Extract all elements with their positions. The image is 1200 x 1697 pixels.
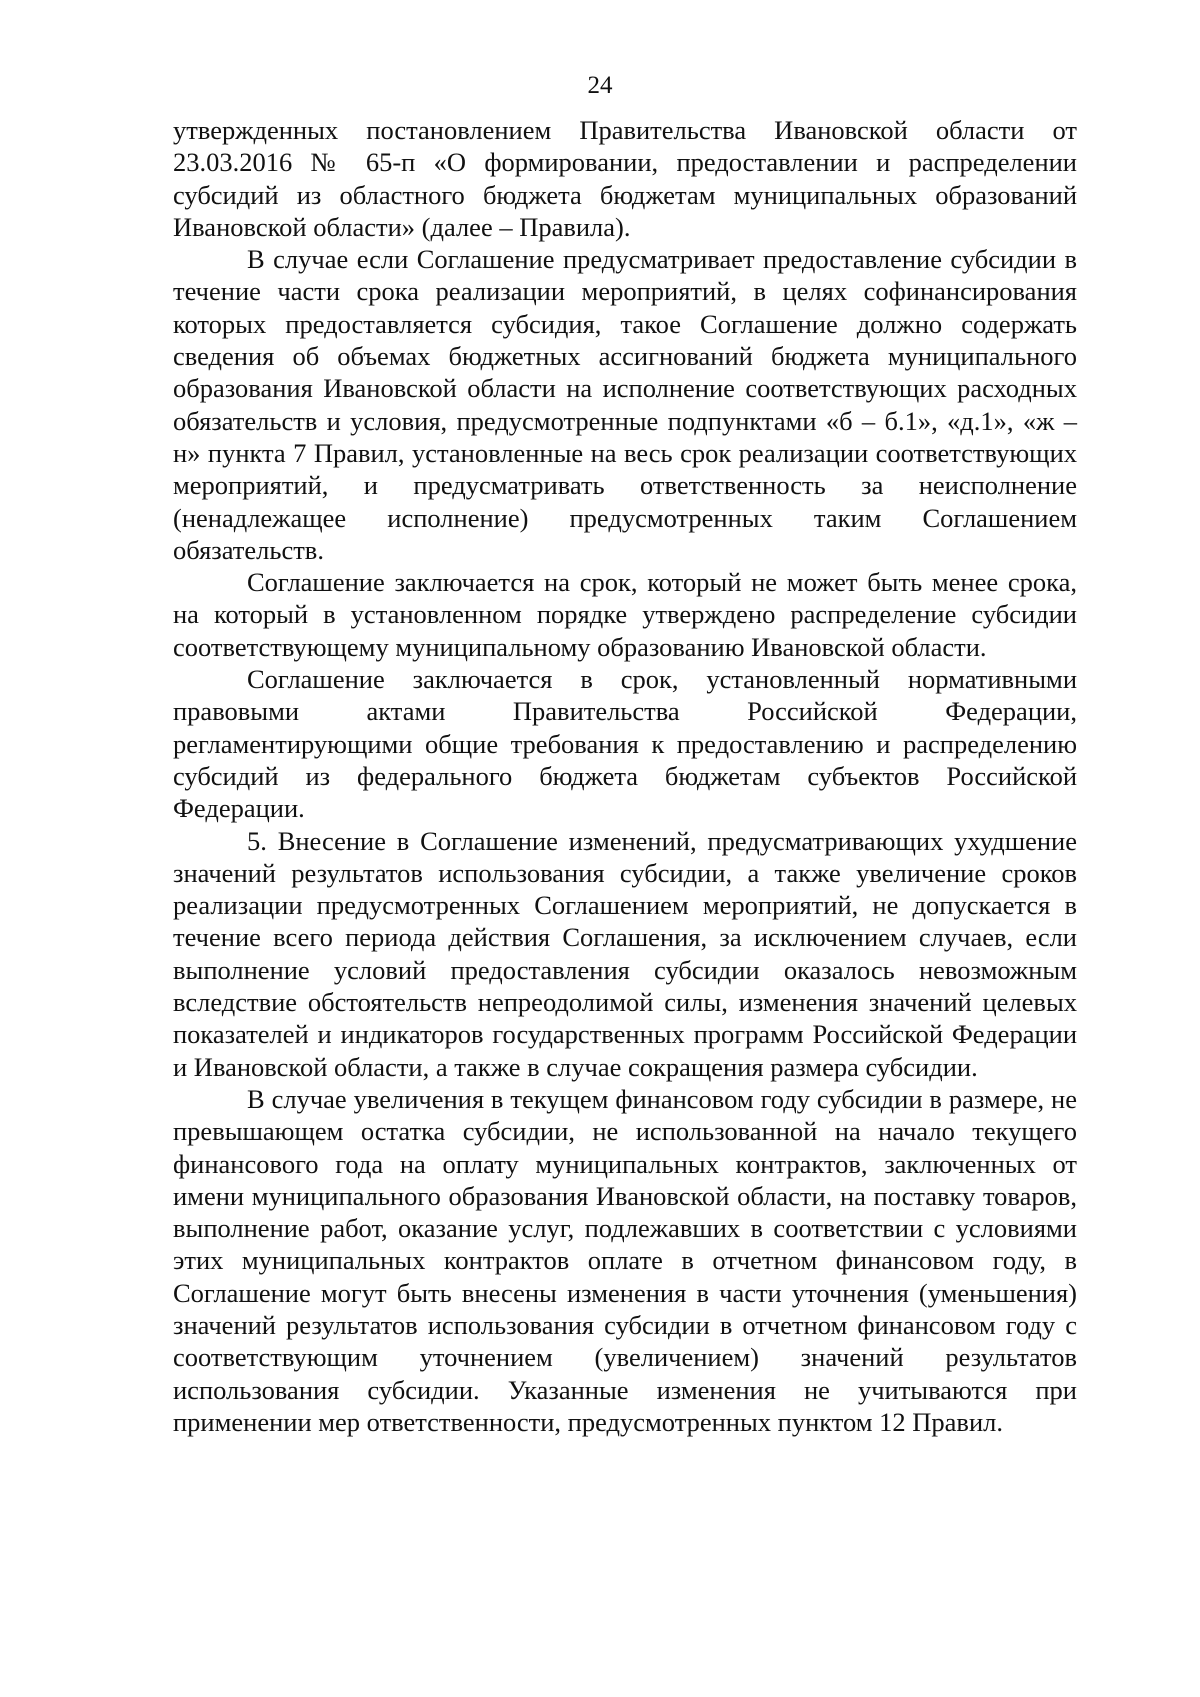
paragraph-section-5-amendments: 5. Внесение в Соглашение изменений, предусматривающих ухудшение значений результатов использования субсидии, а также увеличение сроков реализации предусмотренных Соглашением мероприятий, не допускается в течение всего периода действия Соглашения, за исключением случаев, если выполнение условий предоставления субсидии оказалось невозможным вследствие обстоятельств непреодолимой силы, изменения значений целевых показателей и индикаторов государственных программ Российской Федерации и Ивановской области, а также в случае сокращения размера субсидии. [173, 825, 1077, 1082]
paragraph-agreement-deadline: Соглашение заключается в срок, установленный нормативными правовыми актами Правительства Российской Федерации, регламентирующими общие требования к предоставлению и распределению субсидий из федерального бюджета бюджетам субъектов Российской Федерации. [173, 664, 1077, 824]
paragraph-partial-term-agreement: В случае если Соглашение предусматривает предоставление субсидии в течение части срока реализации мероприятий, в целях софинансирования которых предоставляется субсидия, такое Соглашение должно содержать сведения об объемах бюджетных ассигнований бюджета муниципального образования Ивановской области на исполнение соответствующих расходных обязательств и условия, предусмотренные подпунктами «б – б.1», «д.1», «ж – н» пункта 7 Правил, установленные на весь срок реализации соответствующих мероприятий, и предусматривать ответственность за неисполнение (ненадлежащее исполнение) предусмотренных таким Соглашением обязательств. [173, 244, 1077, 565]
document-body [173, 114, 1077, 1438]
paragraph-agreement-term: Соглашение заключается на срок, который не может быть менее срока, на который в установленном порядке утверждено распределение субсидии соответствующему муниципальному образованию Ивановской области. [173, 567, 1077, 662]
paragraph-rules-reference: утвержденных постановлением Правительства Ивановской области от 23.03.2016 № 65-п «О формировании, предоставлении и распределении субсидий из областного бюджета бюджетам муниципальных образований Ивановской области» (далее – Правила). [173, 115, 1077, 242]
paragraph-subsidy-increase: В случае увеличения в текущем финансовом году субсидии в размере, не превышающем остатка субсидии, не использованной на начало текущего финансового года на оплату муниципальных контрактов, заключенных от имени муниципального образования Ивановской области, на поставку товаров, выполнение работ, оказание услуг, подлежавших в соответствии с условиями этих муниципальных контрактов оплате в отчетном финансовом году, в Соглашение могут быть внесены изменения в части уточнения (уменьшения) значений результатов использования субсидии в отчетном финансовом году с соответствующим уточнением (увеличением) значений результатов использования субсидии. Указанные изменения не учитываются при применении мер ответственности, предусмотренных пунктом 12 Правил. [173, 1083, 1077, 1437]
page-number: 24 [587, 72, 613, 99]
